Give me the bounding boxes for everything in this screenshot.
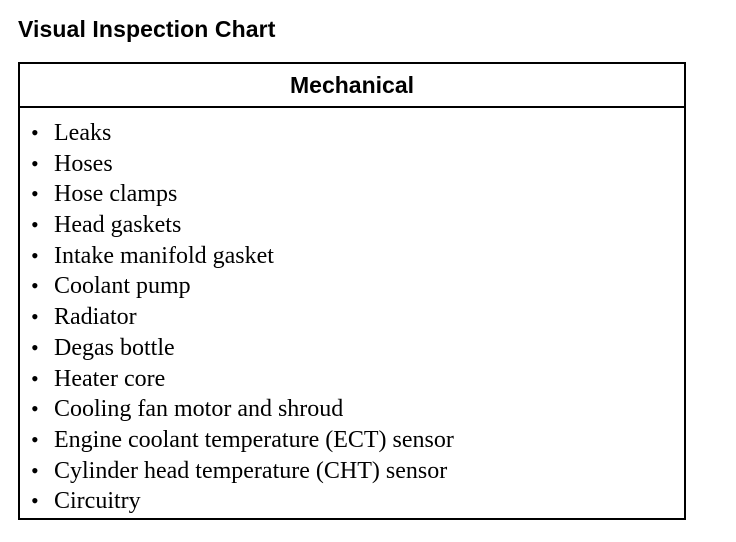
list-item: [20, 241, 684, 272]
list-item: [20, 210, 684, 241]
list-item-label: Hoses: [54, 150, 113, 177]
list-item-label: Heater core: [54, 365, 166, 392]
bullet-icon: •: [31, 120, 39, 145]
bullet-icon: •: [31, 396, 39, 422]
bullet-icon: •: [31, 365, 39, 391]
bullet-icon: •: [31, 488, 39, 514]
list-item-label: Hose clamps: [54, 181, 178, 208]
table-header-mechanical: Mechanical: [20, 64, 684, 108]
inspection-item-list: [20, 108, 684, 517]
list-item-label: Leaks: [54, 120, 112, 146]
list-item-label: Radiator: [54, 304, 137, 331]
list-item: [20, 179, 684, 210]
list-item-label: Head gaskets: [54, 212, 182, 239]
list-item: [20, 364, 684, 395]
list-item: [20, 271, 684, 302]
list-item: [20, 486, 684, 517]
inspection-table: [18, 62, 686, 520]
bullet-icon: •: [31, 334, 39, 360]
list-item: [20, 118, 684, 149]
list-item-label: Degas bottle: [54, 334, 175, 361]
list-item-label: Cylinder head temperature (CHT) sensor: [54, 457, 448, 484]
bullet-icon: •: [31, 426, 39, 452]
bullet-icon: •: [31, 457, 39, 483]
list-item: [20, 425, 684, 456]
list-item-label: Circuitry: [54, 488, 141, 515]
list-item-label: Cooling fan motor and shroud: [54, 396, 344, 423]
page-title: Visual Inspection Chart: [18, 16, 276, 42]
list-item-label: Coolant pump: [54, 273, 191, 300]
list-item: [20, 456, 684, 487]
list-item: [20, 394, 684, 425]
list-item-label: Intake manifold gasket: [54, 242, 274, 269]
bullet-icon: •: [31, 304, 39, 330]
list-item: [20, 333, 684, 364]
list-item: [20, 149, 684, 180]
list-item: [20, 302, 684, 333]
bullet-icon: •: [31, 273, 39, 299]
bullet-icon: •: [31, 212, 39, 238]
bullet-icon: •: [31, 242, 39, 268]
list-item-label: Engine coolant temperature (ECT) sensor: [54, 426, 454, 453]
bullet-icon: •: [31, 181, 39, 207]
bullet-icon: •: [31, 150, 39, 176]
